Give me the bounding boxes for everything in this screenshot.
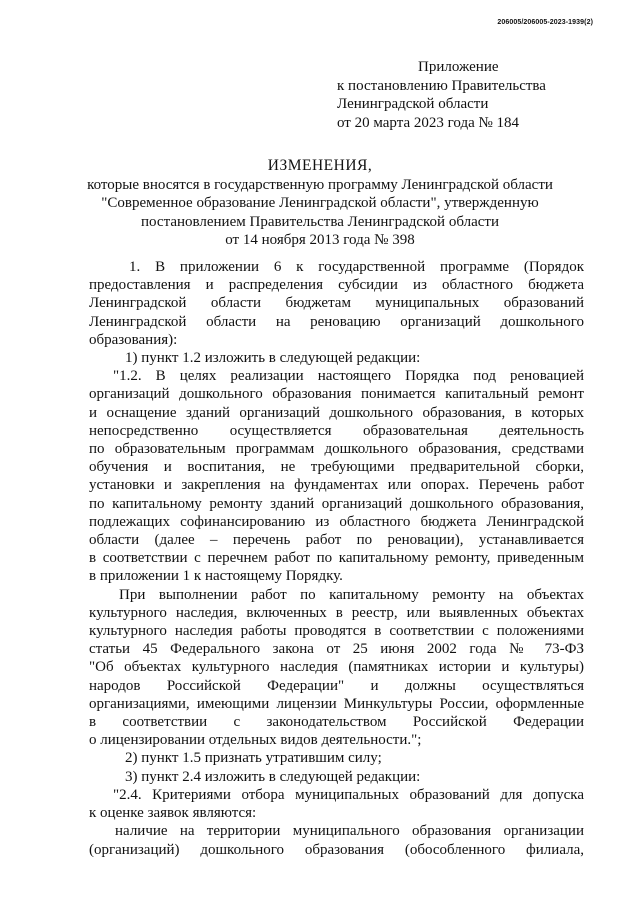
body-line: в соответствии с законодательством Российской Федерации [89,714,584,731]
heading-title: ИЗМЕНЕНИЯ, [267,157,373,174]
body-line: наличие на территории муниципального образования организации [115,823,584,840]
body-line: о лицензировании отдельных видов деятельности."; [89,732,422,749]
body-line: и оснащение зданий организаций дошкольного образования, в которых [89,404,584,421]
appendix-line: от 20 марта 2023 года № 184 [337,114,520,131]
body-line: образования): [89,331,178,348]
heading-line: постановлением Правительства Ленинградской области [141,213,499,230]
body-line: "2.4. Критериями отбора муниципальных образований для допуска [113,786,584,803]
body-line: организациями, имеющими лицензии Минкультуры России, оформленные [89,695,584,712]
body-line: установки и закрепления на фундаментах или опорах. Перечень работ [89,477,584,494]
appendix-line: к постановлению Правительства [337,77,546,94]
body-line: "1.2. В целях реализации настоящего Порядка под реновацией [113,368,584,385]
body-line: по капитальному ремонту зданий организаций дошкольного образования, [89,495,584,512]
appendix-line: Приложение [418,59,499,75]
body-line: 1. В приложении 6 к государственной программе (Порядок [129,259,584,275]
heading-line: "Современное образование Ленинградской области", утвержденную [101,195,539,211]
body-line: 2) пункт 1.5 признать утратившим силу; [125,750,382,767]
body-line: (организаций) дошкольного образования (обособленного филиала, [89,841,584,858]
body-line: подлежащих софинансированию из областного бюджета Ленинградской [89,513,584,530]
body-line: по образовательным программам дошкольного образования, средствами [89,441,584,458]
body-line: 1) пункт 1.2 изложить в следующей редакции: [125,350,421,367]
document-heading [86,157,554,250]
appendix-line: Ленинградской области [337,96,489,112]
body-line: народов Российской Федерации" и должны осуществляться [89,677,584,694]
body-line: обучения и воспитания, не требующими предварительной сборки, [89,459,584,476]
body-line: области (далее – перечень работ по реновации), устанавливается [89,532,584,549]
document-body [89,258,584,859]
body-line: "Об объектах культурного наследия (памятниках истории и культуры) [89,659,584,676]
body-line: Ленинградской области на реновацию организаций дошкольного [89,313,584,330]
body-line: культурного наследия работы проводятся в соответствии с положениями [89,623,584,640]
body-line: в приложении 1 к настоящему Порядку. [89,568,343,585]
document-id: 206005/206005-2023-1939(2) [497,19,593,26]
body-line: организаций дошкольного образования понимается капитальный ремонт [89,386,584,403]
body-line: 3) пункт 2.4 изложить в следующей редакции: [125,768,421,785]
body-line: При выполнении работ по капитальному ремонту на объектах [119,586,584,603]
heading-line: которые вносятся в государственную программу Ленинградской области [87,176,553,193]
body-line: предоставления и распределения субсидии из областного бюджета [89,277,584,294]
body-line: Ленинградской области бюджетам муниципальных образований [89,295,584,312]
body-line: непосредственно осуществляется образовательная деятельность [89,422,584,439]
heading-line: от 14 ноября 2013 года № 398 [225,232,415,248]
body-line: культурного наследия, включенных в реестр, или выявленных объектах [89,604,584,621]
body-line: в соответствии с перечнем работ по капитальному ремонту, приведенным [89,550,584,567]
appendix-block [337,58,546,132]
body-line: к оценке заявок являются: [89,805,257,822]
body-line: статьи 45 Федерального закона от 25 июня 2002 года № 73-ФЗ [89,641,584,658]
